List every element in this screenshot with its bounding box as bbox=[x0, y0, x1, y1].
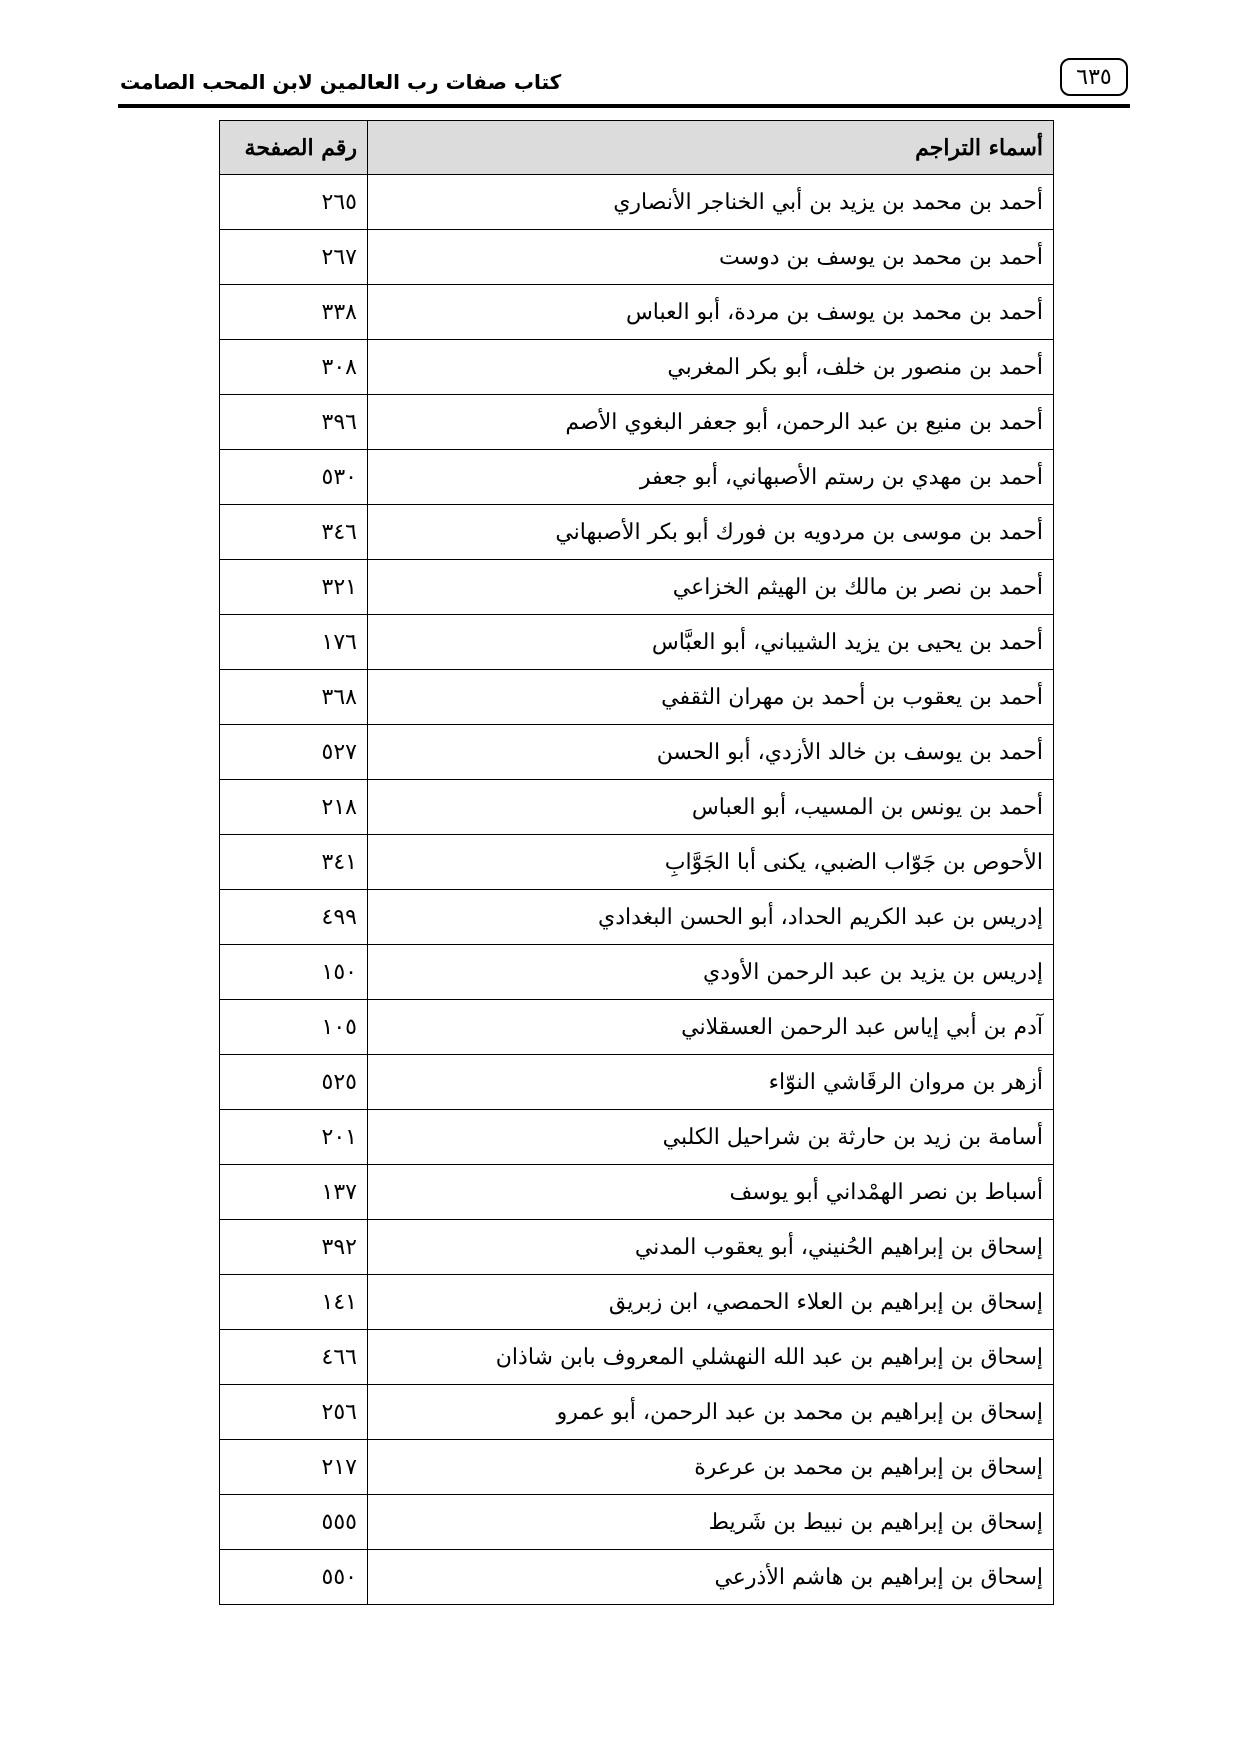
biography-name-cell: أحمد بن محمد بن يزيد بن أبي الخناجر الأنصاري bbox=[368, 175, 1054, 230]
page-number-cell: ٥٥٥ bbox=[220, 1495, 368, 1550]
biography-name-cell: إدريس بن عبد الكريم الحداد، أبو الحسن البغدادي bbox=[368, 890, 1054, 945]
table-row bbox=[220, 1220, 1054, 1275]
table-row bbox=[220, 945, 1054, 1000]
biography-name-cell: أحمد بن محمد بن يوسف بن مردة، أبو العباس bbox=[368, 285, 1054, 340]
page-number-cell: ٣٤٦ bbox=[220, 505, 368, 560]
biography-name-cell: أحمد بن مهدي بن رستم الأصبهاني، أبو جعفر bbox=[368, 450, 1054, 505]
page-number-cell: ٣٣٨ bbox=[220, 285, 368, 340]
table-row bbox=[220, 340, 1054, 395]
page-number-cell: ٥٥٠ bbox=[220, 1550, 368, 1605]
table-row bbox=[220, 1495, 1054, 1550]
table-row bbox=[220, 725, 1054, 780]
table-row bbox=[220, 395, 1054, 450]
column-header-page: رقم الصفحة bbox=[220, 121, 368, 175]
biography-name-cell: أحمد بن موسى بن مردويه بن فورك أبو بكر الأصبهاني bbox=[368, 505, 1054, 560]
page-number-cell: ١٣٧ bbox=[220, 1165, 368, 1220]
biography-name-cell: أحمد بن يعقوب بن أحمد بن مهران الثقفي bbox=[368, 670, 1054, 725]
table-row bbox=[220, 1385, 1054, 1440]
column-header-names: أسماء التراجم bbox=[368, 121, 1054, 175]
table-row bbox=[220, 1110, 1054, 1165]
table-row bbox=[220, 1055, 1054, 1110]
biography-name-cell: أزهر بن مروان الرقَاشي النوّاء bbox=[368, 1055, 1054, 1110]
table-row bbox=[220, 175, 1054, 230]
page-number-cell: ٢١٧ bbox=[220, 1440, 368, 1495]
biography-name-cell: أسباط بن نصر الهمْداني أبو يوسف bbox=[368, 1165, 1054, 1220]
page-number: ٦٣٥ bbox=[1060, 58, 1128, 96]
table-row bbox=[220, 670, 1054, 725]
biography-name-cell: إدريس بن يزيد بن عبد الرحمن الأودي bbox=[368, 945, 1054, 1000]
table-row bbox=[220, 230, 1054, 285]
page-number-cell: ٥٢٥ bbox=[220, 1055, 368, 1110]
biography-name-cell: آدم بن أبي إياس عبد الرحمن العسقلاني bbox=[368, 1000, 1054, 1055]
table-row bbox=[220, 1440, 1054, 1495]
index-table bbox=[219, 120, 1054, 1605]
page-number-cell: ٥٣٠ bbox=[220, 450, 368, 505]
book-title: كتاب صفات رب العالمين لابن المحب الصامت bbox=[120, 70, 562, 94]
page-number-cell: ٢٦٥ bbox=[220, 175, 368, 230]
biography-name-cell: أحمد بن منصور بن خلف، أبو بكر المغربي bbox=[368, 340, 1054, 395]
page-number-cell: ٣٤١ bbox=[220, 835, 368, 890]
biography-name-cell: إسحاق بن إبراهيم بن نبيط بن شَريط bbox=[368, 1495, 1054, 1550]
page-number-cell: ١٤١ bbox=[220, 1275, 368, 1330]
header-rule bbox=[118, 104, 1130, 108]
biography-name-cell: الأحوص بن جَوّاب الضبي، يكنى أبا الجَوَّابِ bbox=[368, 835, 1054, 890]
page-number-cell: ١٠٥ bbox=[220, 1000, 368, 1055]
table-row bbox=[220, 780, 1054, 835]
biography-name-cell: أسامة بن زيد بن حارثة بن شراحيل الكلبي bbox=[368, 1110, 1054, 1165]
table-header-row bbox=[220, 121, 1054, 175]
page-header bbox=[118, 58, 1130, 108]
table-row bbox=[220, 285, 1054, 340]
table-row bbox=[220, 890, 1054, 945]
page-number-cell: ٤٦٦ bbox=[220, 1330, 368, 1385]
biography-name-cell: إسحاق بن إبراهيم الحُنيني، أبو يعقوب المدني bbox=[368, 1220, 1054, 1275]
page-number-cell: ٣٩٢ bbox=[220, 1220, 368, 1275]
biography-name-cell: أحمد بن منيع بن عبد الرحمن، أبو جعفر البغوي الأصم bbox=[368, 395, 1054, 450]
table-row bbox=[220, 450, 1054, 505]
page-number-cell: ٥٢٧ bbox=[220, 725, 368, 780]
table-row bbox=[220, 1550, 1054, 1605]
page-number-cell: ٢٥٦ bbox=[220, 1385, 368, 1440]
page-number-cell: ٢١٨ bbox=[220, 780, 368, 835]
table-row bbox=[220, 1165, 1054, 1220]
biography-name-cell: أحمد بن نصر بن مالك بن الهيثم الخزاعي bbox=[368, 560, 1054, 615]
table-row bbox=[220, 835, 1054, 890]
biography-name-cell: أحمد بن محمد بن يوسف بن دوست bbox=[368, 230, 1054, 285]
biography-name-cell: أحمد بن يحيى بن يزيد الشيباني، أبو العبَّاس bbox=[368, 615, 1054, 670]
biography-name-cell: إسحاق بن إبراهيم بن العلاء الحمصي، ابن زبريق bbox=[368, 1275, 1054, 1330]
table-row bbox=[220, 505, 1054, 560]
page-number-cell: ٣٠٨ bbox=[220, 340, 368, 395]
biography-name-cell: إسحاق بن إبراهيم بن محمد بن عبد الرحمن، أبو عمرو bbox=[368, 1385, 1054, 1440]
biography-name-cell: إسحاق بن إبراهيم بن عبد الله النهشلي المعروف بابن شاذان bbox=[368, 1330, 1054, 1385]
page-number-cell: ٤٩٩ bbox=[220, 890, 368, 945]
table-row bbox=[220, 1330, 1054, 1385]
page-number-cell: ٣٢١ bbox=[220, 560, 368, 615]
page-number-cell: ٣٩٦ bbox=[220, 395, 368, 450]
biography-name-cell: إسحاق بن إبراهيم بن محمد بن عرعرة bbox=[368, 1440, 1054, 1495]
biography-name-cell: أحمد بن يونس بن المسيب، أبو العباس bbox=[368, 780, 1054, 835]
biography-name-cell: أحمد بن يوسف بن خالد الأزدي، أبو الحسن bbox=[368, 725, 1054, 780]
table-row bbox=[220, 560, 1054, 615]
table-row bbox=[220, 1275, 1054, 1330]
page-number-cell: ١٥٠ bbox=[220, 945, 368, 1000]
page-number-cell: ٢٦٧ bbox=[220, 230, 368, 285]
table-row bbox=[220, 1000, 1054, 1055]
table-row bbox=[220, 615, 1054, 670]
page-number-cell: ٢٠١ bbox=[220, 1110, 368, 1165]
page-number-cell: ٣٦٨ bbox=[220, 670, 368, 725]
page-number-cell: ١٧٦ bbox=[220, 615, 368, 670]
biography-name-cell: إسحاق بن إبراهيم بن هاشم الأذرعي bbox=[368, 1550, 1054, 1605]
table-body bbox=[220, 175, 1054, 1605]
